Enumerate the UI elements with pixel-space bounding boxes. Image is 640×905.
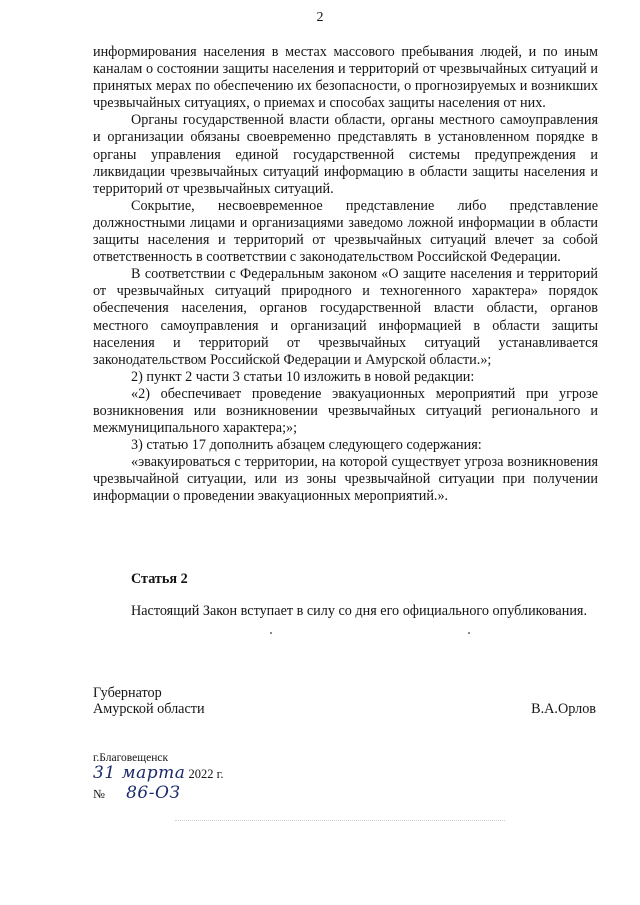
signing-date <box>93 763 224 783</box>
article-heading: Статья 2 <box>131 571 188 587</box>
page-number: 2 <box>316 10 324 25</box>
paragraph: 2) пункт 2 части 3 статьи 10 изложить в новой редакции: <box>131 368 475 385</box>
scan-artifact-line <box>175 820 505 821</box>
signer-name: В.А.Орлов <box>531 701 596 717</box>
paragraph: В соответствии с Федеральным законом «О защите населения и территорий от чрезвычайных ситуаций природного и техногенного характера» порядок обеспечения населения, органов государственной власти области, органов местного самоуправления и организаций информацией в области защиты населения и территорий от чрезвычайных ситуаций устанавливается законодательством Российской Федерации и Амурской области.»; <box>93 266 598 368</box>
date-year: 2022 г. <box>188 767 224 781</box>
closing-paragraph: Настоящий Закон вступает в силу со дня его официального опубликования. <box>131 603 587 619</box>
paragraph: Сокрытие, несвоевременное представление либо представление должностными лицами и организациями заведомо ложной информации в области защиты населения и территорий от чрезвычайных ситуаций влечет за собой ответственность в соответствии с законодательством Российской Федерации. <box>93 197 598 266</box>
scan-speck <box>468 632 470 634</box>
place-of-signing: г.Благовещенск <box>93 752 169 764</box>
handwritten-date: 31 марта <box>93 763 186 783</box>
paragraph: Органы государственной власти области, органы местного самоуправления и организации обязаны своевременно представлять в установленном порядке в органы управления единой государственной системы предупреждения и ликвидации чрезвычайных ситуаций информацию в области защиты населения и территорий от чрезвычайных ситуаций. <box>93 112 598 197</box>
document-body <box>93 44 598 506</box>
paragraph: информирования населения в местах массового пребывания людей, и по иным каналам о состоянии защиты населения и территорий от чрезвычайных ситуаций и принятых мерах по обеспечению их безопасности, о прогнозируемых и возникших чрезвычайных ситуациях, о приемах и способах защиты населения от них. <box>93 44 598 112</box>
signatory-title <box>93 685 205 717</box>
law-number <box>93 783 180 803</box>
handwritten-number: 86-ОЗ <box>126 783 181 803</box>
signatory-title-line: Губернатор <box>93 685 162 701</box>
paragraph: 3) статью 17 дополнить абзацем следующего содержания: <box>131 437 482 454</box>
signatory-title-line: Амурской области <box>93 701 205 717</box>
number-prefix: № <box>93 787 105 801</box>
paragraph: «эвакуироваться с территории, на которой существует угроза возникновения чрезвычайной ситуации, или из зоны чрезвычайной ситуации при получении информации о проведении эвакуационных мероприятий.». <box>93 454 598 505</box>
paragraph: «2) обеспечивает проведение эвакуационных мероприятий при угрозе возникновения или возникновении чрезвычайных ситуаций регионального и межмуниципального характера;»; <box>93 385 598 437</box>
scan-speck <box>270 632 272 634</box>
